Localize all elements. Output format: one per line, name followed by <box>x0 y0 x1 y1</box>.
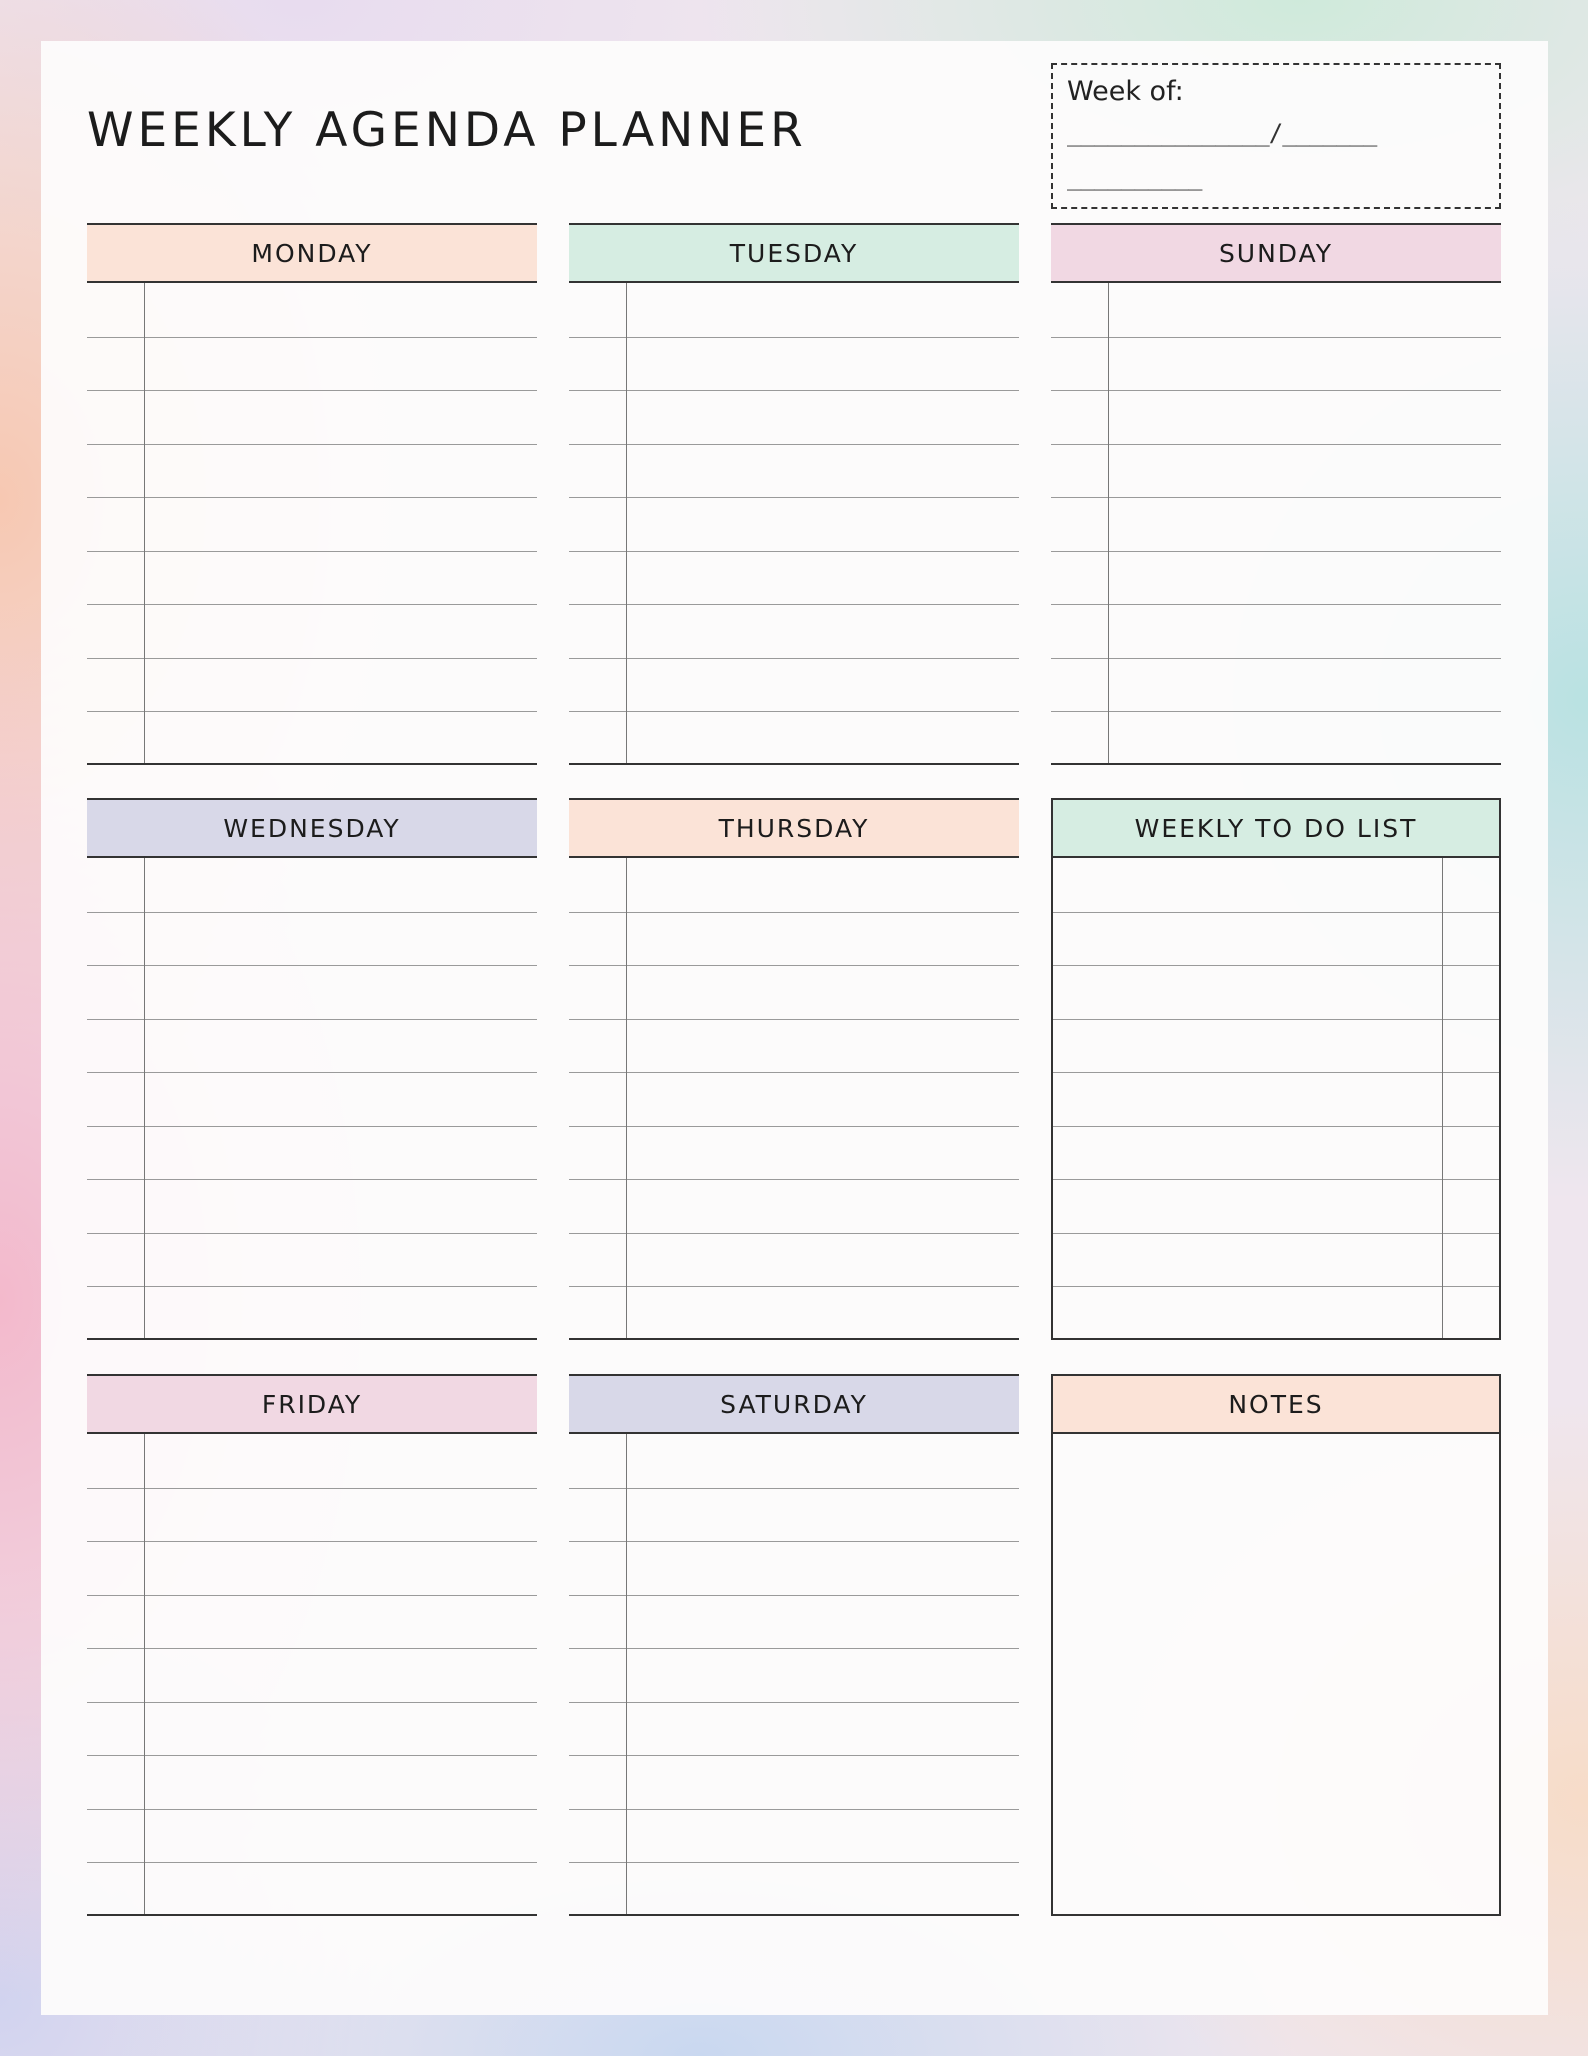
friday-section <box>87 1374 537 1916</box>
ruled-line <box>1053 1179 1499 1180</box>
ruled-line <box>1051 337 1501 338</box>
ruled-line <box>87 965 537 966</box>
thursday-section <box>569 798 1019 1340</box>
weekly-todo-section <box>1051 798 1501 1340</box>
ruled-line <box>569 1755 1019 1756</box>
week-of-line-2: __________ <box>1067 163 1202 191</box>
ruled-line <box>569 711 1019 712</box>
ruled-line <box>569 1126 1019 1127</box>
ruled-line <box>1051 658 1501 659</box>
ruled-line <box>569 1233 1019 1234</box>
ruled-line <box>87 604 537 605</box>
ruled-line <box>569 1595 1019 1596</box>
ruled-line <box>87 1755 537 1756</box>
ruled-line <box>1053 1072 1499 1073</box>
time-column-divider <box>144 283 145 763</box>
ruled-line <box>569 1862 1019 1863</box>
ruled-line <box>87 444 537 445</box>
ruled-line <box>1051 390 1501 391</box>
tuesday-section <box>569 223 1019 765</box>
ruled-line <box>1051 604 1501 605</box>
ruled-line <box>569 965 1019 966</box>
time-column-divider <box>1108 283 1109 763</box>
time-column-divider <box>626 283 627 763</box>
ruled-line <box>1053 1019 1499 1020</box>
ruled-line <box>1053 912 1499 913</box>
ruled-line <box>87 1488 537 1489</box>
weekly-todo-lines[interactable] <box>1051 858 1501 1340</box>
ruled-line <box>1053 1286 1499 1287</box>
thursday-header: THURSDAY <box>569 798 1019 858</box>
notes-area[interactable] <box>1051 1434 1501 1916</box>
week-of-line-1: _______________/_______ <box>1067 119 1377 147</box>
ruled-line <box>87 390 537 391</box>
saturday-header: SATURDAY <box>569 1374 1019 1434</box>
sunday-lines[interactable] <box>1051 283 1501 765</box>
ruled-line <box>569 1019 1019 1020</box>
wednesday-lines[interactable] <box>87 858 537 1340</box>
ruled-line <box>87 1072 537 1073</box>
ruled-line <box>1051 551 1501 552</box>
ruled-line <box>87 1126 537 1127</box>
ruled-line <box>1053 1233 1499 1234</box>
ruled-line <box>569 551 1019 552</box>
ruled-line <box>569 912 1019 913</box>
time-column-divider <box>626 1434 627 1914</box>
ruled-line <box>87 1595 537 1596</box>
monday-lines[interactable] <box>87 283 537 765</box>
time-column-divider <box>144 858 145 1338</box>
time-column-divider <box>144 1434 145 1914</box>
ruled-line <box>569 658 1019 659</box>
ruled-line <box>569 1648 1019 1649</box>
ruled-line <box>87 1233 537 1234</box>
wednesday-header: WEDNESDAY <box>87 798 537 858</box>
ruled-line <box>569 1541 1019 1542</box>
tuesday-header: TUESDAY <box>569 223 1019 283</box>
saturday-lines[interactable] <box>569 1434 1019 1916</box>
ruled-line <box>87 912 537 913</box>
time-column-divider <box>626 858 627 1338</box>
ruled-line <box>569 1702 1019 1703</box>
notes-header: NOTES <box>1051 1374 1501 1434</box>
ruled-line <box>87 1179 537 1180</box>
ruled-line <box>1051 497 1501 498</box>
monday-section <box>87 223 537 765</box>
ruled-line <box>569 444 1019 445</box>
ruled-line <box>1053 1126 1499 1127</box>
sunday-section <box>1051 223 1501 765</box>
tuesday-lines[interactable] <box>569 283 1019 765</box>
weekly-todo-header: WEEKLY TO DO LIST <box>1051 798 1501 858</box>
friday-header: FRIDAY <box>87 1374 537 1434</box>
ruled-line <box>87 1809 537 1810</box>
wednesday-section <box>87 798 537 1340</box>
page-title: WEEKLY AGENDA PLANNER <box>87 103 807 158</box>
checkbox-column-divider <box>1442 858 1443 1338</box>
planner-page <box>41 41 1548 2015</box>
ruled-line <box>569 337 1019 338</box>
ruled-line <box>569 1488 1019 1489</box>
ruled-line <box>569 390 1019 391</box>
ruled-line <box>87 658 537 659</box>
ruled-line <box>1053 965 1499 966</box>
ruled-line <box>569 1179 1019 1180</box>
ruled-line <box>87 497 537 498</box>
ruled-line <box>87 1019 537 1020</box>
ruled-line <box>87 551 537 552</box>
ruled-line <box>569 1809 1019 1810</box>
ruled-line <box>569 497 1019 498</box>
ruled-line <box>87 1648 537 1649</box>
ruled-line <box>87 711 537 712</box>
monday-header: MONDAY <box>87 223 537 283</box>
friday-lines[interactable] <box>87 1434 537 1916</box>
week-of-box[interactable] <box>1051 63 1501 209</box>
ruled-line <box>1051 711 1501 712</box>
ruled-line <box>87 1702 537 1703</box>
week-of-label: Week of: <box>1067 76 1184 107</box>
saturday-section <box>569 1374 1019 1916</box>
sunday-header: SUNDAY <box>1051 223 1501 283</box>
notes-section <box>1051 1374 1501 1916</box>
ruled-line <box>87 337 537 338</box>
thursday-lines[interactable] <box>569 858 1019 1340</box>
ruled-line <box>569 1286 1019 1287</box>
ruled-line <box>1051 444 1501 445</box>
ruled-line <box>87 1862 537 1863</box>
ruled-line <box>569 1072 1019 1073</box>
ruled-line <box>87 1286 537 1287</box>
ruled-line <box>569 604 1019 605</box>
ruled-line <box>87 1541 537 1542</box>
